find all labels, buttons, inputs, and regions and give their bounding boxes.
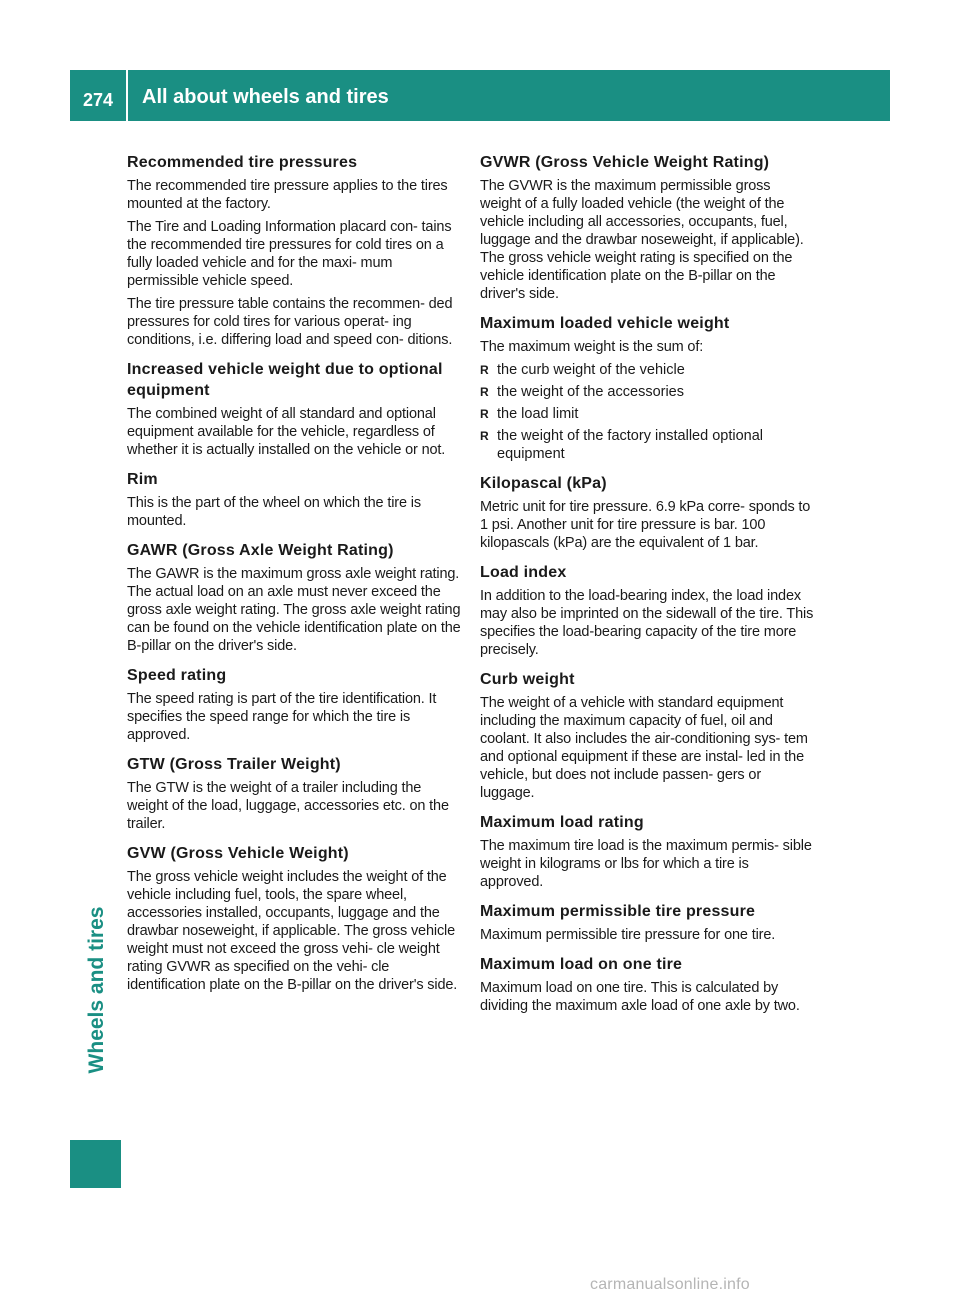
section-rim <box>127 469 461 530</box>
bullet-icon: R <box>480 363 489 377</box>
page-header <box>70 70 890 121</box>
section-increased-vehicle-weight <box>127 359 461 459</box>
section-maximum-load-rating <box>480 812 814 891</box>
section-load-index <box>480 562 814 659</box>
watermark: carmanualsonline.info <box>590 1276 750 1293</box>
section-heading: Kilopascal (kPa) <box>480 475 607 492</box>
section-heading: Load index <box>480 564 567 581</box>
section-heading: GTW (Gross Trailer Weight) <box>127 756 341 773</box>
list-item-text: the load limit <box>497 406 579 422</box>
section-maximum-permissible-tire-pressure <box>480 901 814 944</box>
section-heading: Maximum load on one tire <box>480 956 683 973</box>
paragraph: The Tire and Loading Information placard con- tains the recommended tire pressures for cold tires on a fully loaded vehicle and for the maxi- mum permissible vehicle speed. <box>127 219 452 289</box>
paragraph: The GAWR is the maximum gross axle weight rating. The actual load on an axle must never exceed the gross axle weight rating. The gross axle weight rating can be found on the vehicle identification plate on the B-pillar on the driver's side. <box>127 566 461 654</box>
list-item-text: the curb weight of the vehicle <box>497 362 685 378</box>
side-tab-marker <box>70 1140 121 1188</box>
section-heading: GAWR (Gross Axle Weight Rating) <box>127 542 394 559</box>
section-heading: GVW (Gross Vehicle Weight) <box>127 845 349 862</box>
paragraph: The gross vehicle weight includes the weight of the vehicle including fuel, tools, the spare wheel, accessories installed, occupants, luggage and the drawbar noseweight, if applicable. The gross vehicle weight must not exceed the gross vehi- cle weight rating GVWR as specified on the vehi- cle identification plate on the B-pillar on the driver's side. <box>127 869 458 993</box>
list-item <box>480 405 814 423</box>
page-number: 274 <box>82 90 114 110</box>
section-heading: Maximum load rating <box>480 814 644 831</box>
bullet-icon: R <box>480 385 489 399</box>
paragraph: The maximum weight is the sum of: <box>480 339 704 355</box>
section-heading: Maximum loaded vehicle weight <box>480 315 730 332</box>
section-heading: Rim <box>127 471 158 488</box>
section-gtw <box>127 754 461 833</box>
section-kilopascal <box>480 473 814 552</box>
paragraph: In addition to the load-bearing index, the load index may also be imprinted on the sidewall of the tire. This specifies the load-bearing capacity of the tire more precisely. <box>480 588 814 658</box>
paragraph: The recommended tire pressure applies to the tires mounted at the factory. <box>127 178 448 212</box>
paragraph: The GTW is the weight of a trailer including the weight of the load, luggage, accessories etc. on the trailer. <box>127 780 449 832</box>
list-item-text: the weight of the factory installed optional equipment <box>497 428 763 462</box>
list-item <box>480 361 814 379</box>
side-tab-text: Wheels and tires <box>85 906 108 1074</box>
paragraph: Maximum load on one tire. This is calculated by dividing the maximum axle load of one axle by two. <box>480 980 800 1014</box>
paragraph: The GVWR is the maximum permissible gross weight of a fully loaded vehicle (the weight of the vehicle including all accessories, occupants, fuel, luggage and the drawbar noseweight, if applicable). The gross vehicle weight rating is specified on the vehicle identification plate on the B-pillar on the driver's side. <box>480 178 804 302</box>
list-item <box>480 427 814 463</box>
section-heading: Curb weight <box>480 671 575 688</box>
bullet-icon: R <box>480 429 489 443</box>
list-item-text: the weight of the accessories <box>497 384 684 400</box>
paragraph: Maximum permissible tire pressure for one tire. <box>480 927 776 943</box>
section-gawr <box>127 540 461 655</box>
paragraph: This is the part of the wheel on which the tire is mounted. <box>127 495 421 529</box>
side-tab-label <box>82 860 112 1120</box>
left-column <box>127 152 461 1004</box>
paragraph: The combined weight of all standard and optional equipment available for the vehicle, regardless of whether it is actually installed on the vehicle or not. <box>127 406 446 458</box>
section-heading: Recommended tire pressures <box>127 154 358 171</box>
section-speed-rating <box>127 665 461 744</box>
paragraph: The maximum tire load is the maximum permis- sible weight in kilograms or lbs for which a tire is approved. <box>480 838 812 890</box>
paragraph: The speed rating is part of the tire identification. It specifies the speed range for which the tire is approved. <box>127 691 437 743</box>
section-curb-weight <box>480 669 814 802</box>
section-heading: Increased vehicle weight due to optional equipment <box>127 361 443 399</box>
section-heading: Speed rating <box>127 667 227 684</box>
bullet-list <box>480 361 814 463</box>
right-column <box>480 152 814 1025</box>
section-maximum-load-on-one-tire <box>480 954 814 1015</box>
bullet-icon: R <box>480 407 489 421</box>
section-heading: GVWR (Gross Vehicle Weight Rating) <box>480 154 770 171</box>
section-recommended-tire-pressures <box>127 152 461 349</box>
section-heading: Maximum permissible tire pressure <box>480 903 756 920</box>
paragraph: The tire pressure table contains the recommen- ded pressures for cold tires for various operat- ing conditions, i.e. differing load and speed con- ditions. <box>127 296 453 348</box>
section-gvw <box>127 843 461 994</box>
page-title: All about wheels and tires <box>142 86 389 108</box>
list-item <box>480 383 814 401</box>
paragraph: Metric unit for tire pressure. 6.9 kPa corre- sponds to 1 psi. Another unit for tire pressure is bar. 100 kilopascals (kPa) are the equivalent of 1 bar. <box>480 499 811 551</box>
section-gvwr <box>480 152 814 303</box>
section-maximum-loaded-vehicle-weight <box>480 313 814 463</box>
paragraph: The weight of a vehicle with standard equipment including the maximum capacity of fuel, oil and coolant. It also includes the air-conditioning sys- tem and optional equipment if these are instal- led in the vehicle, but does not include passen- gers or luggage. <box>480 695 808 801</box>
